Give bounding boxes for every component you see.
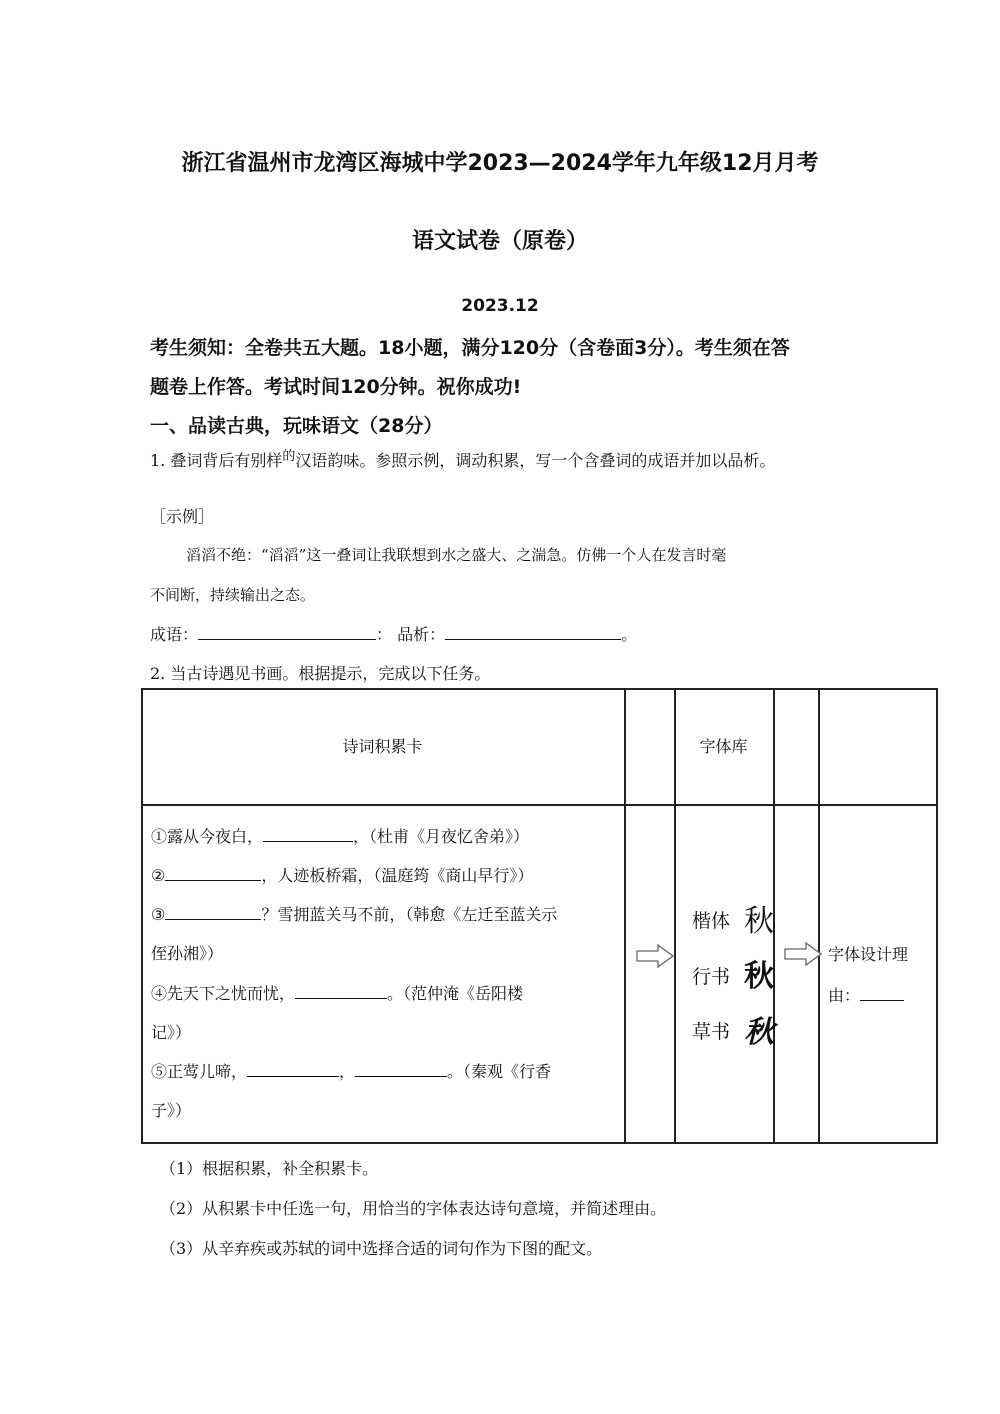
page-subtitle: 语文试卷（原卷） <box>411 229 588 254</box>
design-reason-line-1: 字体设计理 <box>828 945 909 964</box>
design-reason-blank[interactable] <box>860 986 904 1001</box>
poem-line-4 <box>151 981 523 1004</box>
poem-blank-5a[interactable] <box>247 1062 339 1077</box>
analysis-label: 品析： <box>397 625 446 644</box>
design-reason-label: 由： <box>828 986 861 1005</box>
example-line-2: 不间断，持续输出之态。 <box>150 586 316 604</box>
poem-blank-2[interactable] <box>165 866 261 881</box>
poem-line-2 <box>151 863 533 886</box>
poem-blank-4[interactable] <box>295 984 387 999</box>
poem-line-5-mid: ， <box>339 1062 356 1081</box>
question-1-stem <box>150 448 775 471</box>
q1-stem-de: 的 <box>282 449 296 464</box>
page-title: 浙江省温州市龙湾区海城中学2023—2024学年九年级12月月考 <box>181 151 819 176</box>
answer-colon: ： <box>376 625 393 644</box>
poem-line-4-b: 。（范仲淹《岳阳楼 <box>387 984 524 1003</box>
example-line-1: 滔滔不绝：“滔滔”这一叠词让我联想到水之盛大、之湍急。仿佛一个人在发言时毫 <box>186 546 727 564</box>
poem-table <box>141 688 938 1143</box>
font-name-cao: 草书 <box>692 1021 731 1043</box>
table-col-4 <box>818 688 820 1143</box>
right-arrow-icon <box>784 942 822 966</box>
font-sample-cao: 秋 <box>744 1015 774 1050</box>
table-col-1 <box>624 688 626 1143</box>
section-heading: 一、品读古典，玩味语文（28分） <box>150 415 443 437</box>
idiom-blank[interactable] <box>198 625 376 640</box>
poem-blank-5b[interactable] <box>355 1062 447 1077</box>
answer-end: 。 <box>621 625 638 644</box>
example-label: ［示例］ <box>150 507 215 526</box>
poem-line-1 <box>151 824 529 847</box>
notice-line-2: 题卷上作答。考试时间120分钟。祝你成功! <box>150 376 522 398</box>
question-2-stem: 2. 当古诗遇见书画。根据提示，完成以下任务。 <box>150 664 491 683</box>
font-sample-kai: 秋 <box>744 904 774 939</box>
idiom-label: 成语： <box>150 625 199 644</box>
poem-line-3 <box>151 902 557 925</box>
poem-line-3-a: ③ <box>151 905 166 924</box>
poem-line-1-b: ，（杜甫《月夜忆舍弟》） <box>353 827 530 846</box>
poem-line-4-cont: 记》） <box>151 1023 192 1042</box>
q1-stem-part-a: 1. 叠词背后有别样 <box>150 451 283 470</box>
q1-answer-line <box>150 622 637 645</box>
font-sample-xing: 秋 <box>744 959 774 994</box>
poem-line-2-b: ，人迹板桥霜，（温庭筠《商山早行》） <box>261 866 534 885</box>
table-border-right <box>936 688 938 1143</box>
poem-blank-1[interactable] <box>263 827 353 842</box>
poem-line-5-b: 。（秦观《行香 <box>447 1062 552 1081</box>
notice-line-1: 考生须知：全卷共五大题。18小题，满分120分（含卷面3分）。考生须在答 <box>150 337 790 359</box>
design-reason-line-2 <box>828 983 904 1006</box>
poem-blank-3[interactable] <box>165 905 261 920</box>
poem-line-3-cont: 侄孙湘》） <box>151 944 224 963</box>
header-poem-card: 诗词积累卡 <box>342 737 423 756</box>
poem-line-5-cont: 子》） <box>151 1101 192 1120</box>
poem-line-4-a: ④先天下之忧而忧， <box>151 984 296 1003</box>
poem-line-3-b: ？雪拥蓝关马不前，（韩愈《左迁至蓝关示 <box>261 905 558 924</box>
font-name-xing: 行书 <box>692 966 731 988</box>
q2-sub-2: （2）从积累卡中任选一句，用恰当的字体表达诗句意境，并简述理由。 <box>160 1199 667 1218</box>
q2-sub-3: （3）从辛弃疾或苏轼的词中选择合适的词句作为下图的配文。 <box>160 1239 603 1258</box>
q1-stem-part-b: 汉语韵味。参照示例，调动积累，写一个含叠词的成语并加以品析。 <box>295 451 776 470</box>
right-arrow-icon <box>636 944 674 968</box>
analysis-blank[interactable] <box>445 625 621 640</box>
q2-sub-1: （1）根据积累，补全积累卡。 <box>160 1159 379 1178</box>
exam-date: 2023.12 <box>461 296 539 316</box>
poem-line-2-a: ② <box>151 866 166 885</box>
poem-line-1-a: ①露从今夜白， <box>151 827 264 846</box>
header-font-library: 字体库 <box>699 737 748 756</box>
poem-line-5 <box>151 1059 551 1082</box>
poem-line-5-a: ⑤正莺儿啼， <box>151 1062 248 1081</box>
font-name-kai: 楷体 <box>692 910 731 932</box>
